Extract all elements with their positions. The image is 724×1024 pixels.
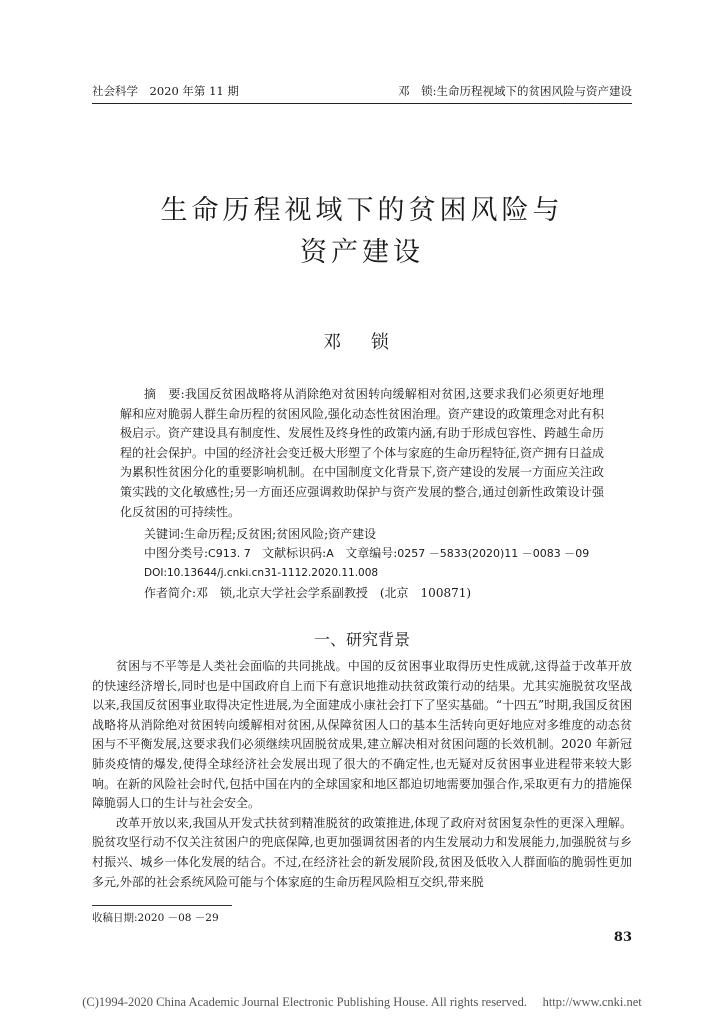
doc-code-value: A [326, 547, 334, 560]
received-date: 收稿日期:2020 －08 －29 [92, 912, 219, 924]
doc-code-label: 文献标识码: [262, 546, 327, 560]
paragraph-1: 贫困与不平等是人类社会面临的共同挑战。中国的反贫困事业取得历史性成就,这得益于改革开放的快速经济增长,同时也是中国政府自上而下有意识地推动扶贫政策行动的结果。尤其实施脱贫攻坚战以来,我国反贫困事业取得决定性进展,为全面建成小康社会打下了坚实基础。“十四五”时期,我国反贫困战略将从消除绝对贫困转向缓解相对贫困,从保障贫困人口的基本生活转向更好地应对多维度的动态贫困与不平衡发展,这要求我们必须继续巩固脱贫成果,建立解决相对贫困问题的长效机制。2020 年新冠肺炎疫情的爆发,使得全球经济社会发展出现了很大的不确定性,也无疑对反贫困事业进程带来较大影响。在新的风险社会时代,包括中国在内的全球国家和地区都迫切地需要加强合作,采取更有力的措施保障脆弱人口的生计与社会安全。 [92, 659, 632, 811]
abstract [120, 385, 604, 522]
copyright-notice: (C)1994-2020 China Academic Journal Electronic Publishing House. All rights reserved. http://www.cnki.net [82, 995, 642, 1009]
keywords [144, 525, 604, 545]
doi [144, 563, 604, 584]
footnote-divider [92, 905, 232, 906]
article-no-label: 文章编号: [345, 546, 398, 560]
keywords-label: 关键词: [144, 527, 185, 541]
author-bio-text: 邓 锁,北京大学社会学系副教授 (北京 100871) [196, 586, 472, 600]
article-no-value: 0257 －5833(2020)11 －0083 －09 [397, 547, 590, 560]
abstract-text: 我国反贫困战略将从消除绝对贫困转向缓解相对贫困,这要求我们必须更好地理解和应对脆弱人群生命历程的贫困风险,强化动态性贫困治理。资产建设的政策理念对此有积极启示。资产建设具有制度性、发展性及终身性的政策内涵,有助于形成包容性、跨越生命历程的社会保护。中国的经济社会变迁极大形塑了个体与家庭的生命历程特征,资产拥有日益成为累积性贫困分化的重要影响机制。在中国制度文化背景下,资产建设的发展一方面应关注政策实践的文化敏感性;另一方面还应强调救助保护与资产发展的整合,通过创新性政策设计强化反贫困的可持续性。 [120, 387, 604, 519]
classification-line [144, 544, 604, 564]
clc-label: 中图分类号: [144, 546, 209, 560]
page-number: 83 [613, 930, 632, 945]
title-line-2: 资产建设 [300, 237, 424, 268]
author-bio-label: 作者简介: [144, 586, 197, 600]
journal-issue: 社会科学 2020 年第 11 期 [92, 84, 239, 98]
author-name: 邓 锁 [323, 332, 401, 353]
abstract-label: 摘 要: [144, 387, 185, 401]
doi-text: DOI:10.13644/j.cnki.cn31-1112.2020.11.008 [144, 567, 379, 579]
header-divider [92, 103, 632, 104]
keywords-text: 生命历程;反贫困;贫困风险;资产建设 [184, 527, 377, 541]
paragraph-2: 改革开放以来,我国从开发式扶贫到精准脱贫的政策推进,体现了政府对贫困复杂性的更深入理解。脱贫攻坚行动不仅关注贫困户的兜底保障,也更加强调贫困者的内生发展动力和发展能力,加强脱贫与乡村振兴、城乡一体化发展的结合。不过,在经济社会的新发展阶段,贫困及低收入人群面临的脆弱性更加多元,外部的社会系统风险可能与个体家庭的生命历程风险相互交织,带来脱 [92, 815, 632, 889]
title-line-1: 生命历程视域下的贫困风险与 [160, 195, 564, 226]
body-text [92, 657, 632, 892]
section-heading: 一、研究背景 [313, 630, 410, 649]
article-title [92, 190, 632, 274]
author-bio [144, 584, 604, 604]
running-title: 邓 锁:生命历程视域下的贫困风险与资产建设 [398, 84, 632, 98]
clc-value: C913. 7 [208, 547, 251, 560]
